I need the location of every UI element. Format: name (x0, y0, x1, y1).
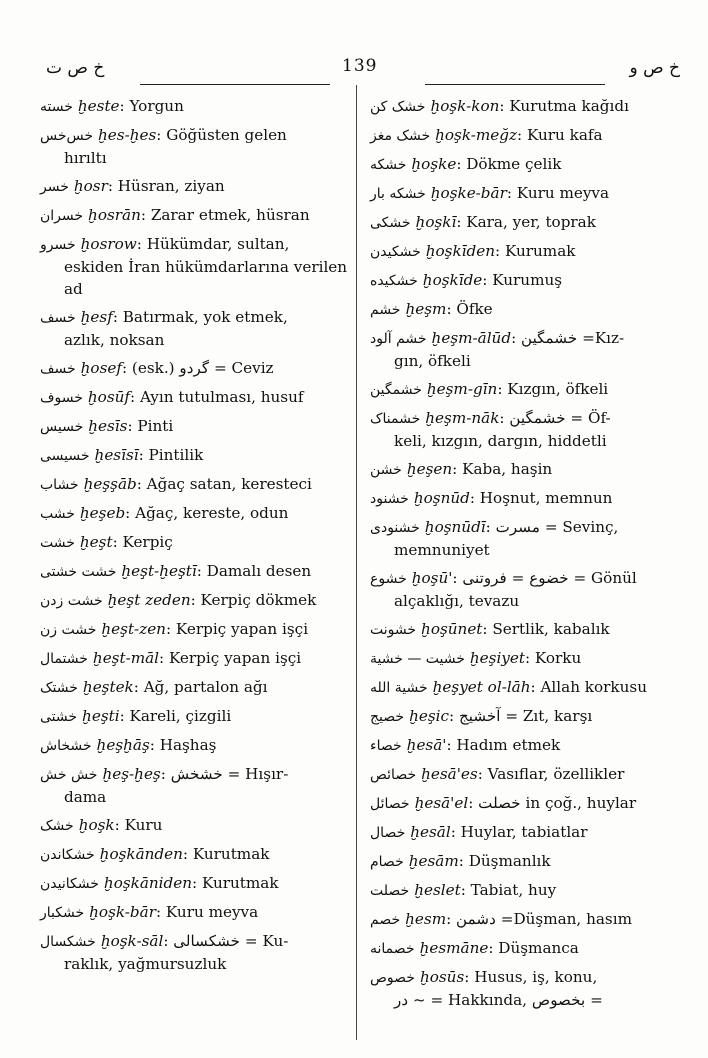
entry-first-line (370, 211, 680, 234)
entry-arabic-script: خشم آلود (370, 331, 427, 347)
entry-headword: ḫeşşāb (83, 475, 137, 493)
entry-headword: ḫesā' (406, 736, 447, 754)
entry-definition: : Hükümdar, sultan, (136, 235, 290, 253)
entry-definition: : Sertlik, kabalık (482, 620, 610, 638)
entry-headword: ḫeş-ḫeş (102, 765, 161, 783)
left-column (40, 95, 350, 981)
entry-first-line (370, 966, 680, 989)
entry-definition: : Kurutma kağıdı (499, 97, 629, 115)
entry-headword: ḫosūf (87, 388, 131, 406)
entry-first-line (370, 792, 680, 815)
dictionary-entry (370, 734, 680, 757)
entry-definition: : Hüsran, ziyan (107, 177, 225, 195)
entry-first-line (370, 378, 680, 401)
entry-headword: ḫeşiyet (469, 649, 525, 667)
entry-arabic-script: خشت خشتی (40, 564, 117, 580)
entry-headword: ḫoşkī (415, 213, 457, 231)
dictionary-entry (40, 560, 350, 583)
entry-definition: : مسرت = Sevinç, (485, 518, 619, 536)
entry-definition: : Kurumuş (482, 271, 563, 289)
entry-arabic-script: خشیة الله (370, 680, 428, 696)
entry-first-line (40, 386, 350, 409)
entry-arabic-script: خشکانیدن (40, 876, 99, 892)
entry-headword: ḫoşkīde (422, 271, 483, 289)
entry-headword: ḫeslet (414, 881, 461, 899)
entry-continuation: alçaklığı, tevazu (394, 592, 520, 610)
entry-definition: : Kaba, haşin (452, 460, 553, 478)
entry-definition: : Ayın tutulması, husuf (130, 388, 304, 406)
entry-definition: : Tabiat, huy (460, 881, 557, 899)
dictionary-entry (370, 211, 680, 234)
entry-first-line (40, 415, 350, 438)
dictionary-entry (40, 444, 350, 467)
entry-headword: ḫeste (77, 97, 120, 115)
entry-arabic-script: خصمانه (370, 941, 415, 957)
entry-arabic-script: خسف (40, 361, 76, 377)
entry-first-line (370, 821, 680, 844)
dictionary-entry (370, 327, 680, 372)
entry-definition: : Kuru meyva (506, 184, 610, 202)
dictionary-entry (370, 618, 680, 641)
dictionary-entry (370, 516, 680, 561)
dictionary-entry (40, 204, 350, 227)
entry-first-line (40, 734, 350, 757)
entry-first-line (40, 444, 350, 467)
entry-first-line (370, 182, 680, 205)
entry-definition: : Ağ, partalon ağı (133, 678, 268, 696)
entry-first-line (370, 124, 680, 147)
right-column (370, 95, 680, 1017)
entry-first-line (370, 908, 680, 931)
entry-definition: : خشخش = Hışır- (160, 765, 289, 783)
entry-first-line (40, 473, 350, 496)
entry-headword: ḫeşm (405, 300, 447, 318)
dictionary-entry (40, 233, 350, 300)
entry-continuation: dama (64, 788, 107, 806)
dictionary-entry (40, 589, 350, 612)
entry-headword: ḫeşt-ḫeştī (121, 562, 197, 580)
dictionary-entry (370, 124, 680, 147)
entry-arabic-script: خشیت — خشیة (370, 651, 465, 667)
entry-definition: : Göğüsten gelen (156, 126, 287, 144)
entry-headword: ḫoşnūd (413, 489, 470, 507)
entry-definition: : خصلت in çoğ., huylar (468, 794, 637, 812)
entry-definition: : خشمگین =Kız- (511, 329, 625, 347)
dictionary-entry (370, 153, 680, 176)
entry-definition: : دشمن =Düşman, hasım (446, 910, 632, 928)
entry-headword: ḫosef (80, 359, 122, 377)
entry-arabic-script: خش خش (40, 767, 98, 783)
entry-definition: : Kerpiç yapan işçi (165, 620, 309, 638)
entry-first-line (40, 589, 350, 612)
dictionary-entry (370, 966, 680, 1011)
entry-first-line (40, 124, 350, 147)
entry-headword: ḫeşen (406, 460, 453, 478)
entry-headword: ḫosrow (80, 235, 137, 253)
entry-headword: ḫeşḫāş (96, 736, 150, 754)
entry-definition: : Düşmanca (488, 939, 579, 957)
entry-headword: ḫesf (80, 308, 113, 326)
entry-arabic-script: خشکبار (40, 905, 85, 921)
page-header (30, 52, 680, 92)
entry-arabic-script: خسیس (40, 419, 84, 435)
dictionary-entry (40, 357, 350, 380)
entry-headword: ḫeşm-ālūd (431, 329, 512, 347)
entry-headword: ḫoşke (411, 155, 457, 173)
dictionary-entry (40, 618, 350, 641)
entry-continuation: keli, kızgın, dargın, hiddetli (394, 432, 607, 450)
entry-definition: : آخشیج = Zıt, karşı (449, 707, 593, 725)
entry-arabic-script: خشکیدن (370, 244, 421, 260)
entry-first-line (40, 843, 350, 866)
entry-arabic-script: خسیسی (40, 448, 90, 464)
entry-arabic-script: خسوف (40, 390, 83, 406)
entry-arabic-script: خشکیده (370, 273, 418, 289)
dictionary-entry (370, 182, 680, 205)
entry-arabic-script: خشتی (40, 709, 78, 725)
entry-arabic-script: خسته (40, 99, 73, 115)
entry-definition: : Kurumak (495, 242, 576, 260)
entry-first-line (370, 95, 680, 118)
entry-headword: ḫoşk (78, 816, 115, 834)
dictionary-entry (370, 407, 680, 452)
entry-arabic-script: خصم (370, 912, 401, 928)
dictionary-entry (40, 502, 350, 525)
entry-arabic-script: خصال (370, 825, 406, 841)
entry-headword: ḫesāl (410, 823, 451, 841)
entry-first-line (370, 269, 680, 292)
entry-definition: : Dökme çelik (456, 155, 562, 173)
entry-headword: ḫoşnūdī (424, 518, 486, 536)
entry-arabic-script: خشن (370, 462, 402, 478)
entry-first-line (370, 734, 680, 757)
entry-definition: : Hoşnut, memnun (469, 489, 613, 507)
entry-headword: ḫoşk-bār (89, 903, 156, 921)
entry-headword: ḫosr (73, 177, 108, 195)
entry-definition: : Hadım etmek (446, 736, 561, 754)
entry-first-line (40, 175, 350, 198)
entry-definition: : Damalı desen (196, 562, 312, 580)
entry-headword: ḫoşkāniden (103, 874, 193, 892)
entry-arabic-script: خشکی (370, 215, 411, 231)
dictionary-entry (40, 95, 350, 118)
entry-headword: ḫesā'es (421, 765, 478, 783)
entry-arabic-script: خشنود (370, 491, 409, 507)
entry-first-line (40, 705, 350, 728)
entry-headword: ḫesā'el (414, 794, 469, 812)
dictionary-entry (40, 306, 350, 351)
dictionary-entry (40, 386, 350, 409)
entry-arabic-script: خشکه بار (370, 186, 426, 202)
dictionary-entry (40, 124, 350, 169)
dictionary-entry (370, 567, 680, 612)
entry-definition: : خشکسالی = Ku- (163, 932, 289, 950)
entry-definition: : Öfke (446, 300, 493, 318)
dictionary-entry (40, 930, 350, 975)
entry-definition: : Huylar, tabiatlar (450, 823, 588, 841)
entry-first-line (370, 618, 680, 641)
entry-definition: : (esk.) گردو = Ceviz (121, 359, 274, 377)
entry-arabic-script: خصائص (370, 767, 417, 783)
entry-headword: ḫesmāne (419, 939, 489, 957)
dictionary-entry (370, 879, 680, 902)
entry-arabic-script: خشم (370, 302, 401, 318)
entry-arabic-script: خسران (40, 208, 84, 224)
entry-arabic-script: خشب (40, 506, 75, 522)
entry-first-line (40, 95, 350, 118)
entry-headword: ḫeşm-gīn (426, 380, 498, 398)
entry-headword: ḫesm (405, 910, 447, 928)
entry-headword: ḫeşt (79, 533, 113, 551)
entry-definition: : Kerpiç dökmek (190, 591, 317, 609)
entry-headword: ḫes-ḫes (98, 126, 157, 144)
entry-arabic-script: خشونت (370, 622, 417, 638)
dictionary-entry (370, 378, 680, 401)
entry-definition: : Kerpiç (112, 533, 173, 551)
entry-definition: : خشمگین = Öf- (499, 409, 611, 427)
entry-arabic-script: خشک کن (370, 99, 426, 115)
dictionary-entry (370, 487, 680, 510)
entry-arabic-script: خصوص (370, 970, 415, 986)
entry-arabic-script: خس‌خس (40, 128, 94, 144)
entry-arabic-script: خشاب (40, 477, 79, 493)
entry-definition: : Düşmanlık (458, 852, 551, 870)
dictionary-entry (370, 269, 680, 292)
entry-first-line (370, 153, 680, 176)
entry-definition: : خضوع = فروتنی = Gönül (452, 569, 637, 587)
entry-arabic-script: خشخاش (40, 738, 92, 754)
entry-arabic-script: خشت زدن (40, 593, 103, 609)
entry-arabic-script: خشتمال (40, 651, 88, 667)
dictionary-entry (370, 908, 680, 931)
entry-headword: ḫoşk-kon (430, 97, 500, 115)
entry-first-line (370, 937, 680, 960)
entry-arabic-script: خشک (40, 818, 74, 834)
dictionary-entry (370, 792, 680, 815)
entry-definition: : Yorgun (119, 97, 184, 115)
entry-definition: : Batırmak, yok etmek, (112, 308, 288, 326)
entry-continuation: eskiden İran hükümdarlarına verilen ad (64, 258, 348, 298)
entry-arabic-script: خشتک (40, 680, 78, 696)
entry-definition: : Pinti (127, 417, 174, 435)
page-number: 139 (342, 56, 378, 76)
entry-arabic-script: خصلت (370, 883, 410, 899)
entry-headword: ḫoşkānden (99, 845, 183, 863)
entry-definition: : Kurutmak (192, 874, 279, 892)
entry-definition: : Korku (524, 649, 582, 667)
entry-first-line (40, 647, 350, 670)
dictionary-entry (370, 240, 680, 263)
entry-arabic-script: خشت (40, 535, 75, 551)
entry-first-line (370, 647, 680, 670)
entry-first-line (40, 676, 350, 699)
entry-first-line (40, 618, 350, 641)
entry-headword: ḫeşic (409, 707, 449, 725)
dictionary-entry (40, 175, 350, 198)
dictionary-entry (40, 415, 350, 438)
entry-continuation: gın, öfkeli (394, 352, 471, 370)
entry-first-line (370, 240, 680, 263)
entry-continuation: azlık, noksan (64, 331, 165, 349)
entry-headword: ḫoşk-sāl (100, 932, 164, 950)
entry-first-line (40, 531, 350, 554)
entry-definition: : Vasıflar, özellikler (477, 765, 625, 783)
dictionary-entry (40, 734, 350, 757)
entry-arabic-script: خصاء (370, 738, 402, 754)
dictionary-entry (370, 458, 680, 481)
entry-definition: : Ağaç, kereste, odun (125, 504, 289, 522)
entry-definition: : Kuru (114, 816, 163, 834)
dictionary-entry (40, 473, 350, 496)
entry-arabic-script: خشکسال (40, 934, 96, 950)
dictionary-entry (370, 676, 680, 699)
dictionary-entry (370, 298, 680, 321)
entry-first-line (40, 930, 350, 953)
entry-first-line (40, 763, 350, 786)
entry-arabic-script: خشک مغز (370, 128, 431, 144)
entry-arabic-script: خسف (40, 310, 76, 326)
entry-first-line (370, 327, 680, 350)
dictionary-entry (40, 843, 350, 866)
entry-headword: ḫosūs (419, 968, 465, 986)
entry-first-line (370, 705, 680, 728)
entry-first-line (40, 872, 350, 895)
dictionary-entry (40, 531, 350, 554)
entry-definition: : Kuru meyva (155, 903, 259, 921)
entry-continuation: hırıltı (64, 149, 107, 167)
dictionary-entry (40, 872, 350, 895)
entry-continuation: raklık, yağmursuzluk (64, 955, 227, 973)
entry-first-line (370, 458, 680, 481)
entry-headword: ḫeşt zeden (107, 591, 191, 609)
entry-definition: : Kara, yer, toprak (456, 213, 596, 231)
dictionary-entry (370, 850, 680, 873)
entry-headword: ḫeşeb (79, 504, 126, 522)
header-left-letters: خ ص ت (46, 58, 105, 78)
entry-first-line (40, 306, 350, 329)
entry-first-line (370, 298, 680, 321)
entry-headword: ḫeşt-māl (92, 649, 160, 667)
dictionary-entry (370, 821, 680, 844)
entry-definition: : Husus, iş, konu, (464, 968, 598, 986)
entry-headword: ḫoşū' (411, 569, 453, 587)
entry-continuation: در ~ = Hakkında, بخصوص = (394, 991, 603, 1009)
entry-definition: : Kızgın, öfkeli (497, 380, 609, 398)
entry-definition: : Ağaç satan, keresteci (136, 475, 312, 493)
dictionary-entry (40, 676, 350, 699)
dictionary-entry (40, 705, 350, 728)
entry-arabic-script: خشکه (370, 157, 407, 173)
entry-first-line (370, 879, 680, 902)
dictionary-entry (370, 937, 680, 960)
entry-arabic-script: خسرو (40, 237, 76, 253)
entry-arabic-script: خشنودی (370, 520, 420, 536)
entry-headword: ḫeşt-zen (101, 620, 166, 638)
dictionary-entry (40, 901, 350, 924)
entry-arabic-script: خشکاندن (40, 847, 95, 863)
entry-continuation: memnuniyet (394, 541, 490, 559)
entry-headword: ḫoşk-meğz (435, 126, 518, 144)
entry-headword: ḫeşti (82, 707, 120, 725)
entry-first-line (370, 516, 680, 539)
entry-arabic-script: خصیج (370, 709, 405, 725)
entry-headword: ḫoşūnet (421, 620, 483, 638)
entry-arabic-script: خشت زن (40, 622, 97, 638)
dictionary-entry (370, 763, 680, 786)
entry-arabic-script: خصائل (370, 796, 410, 812)
dictionary-entry (370, 705, 680, 728)
entry-headword: ḫoşkīden (425, 242, 496, 260)
entry-first-line (370, 487, 680, 510)
entry-arabic-script: خشمگین (370, 382, 422, 398)
header-right-letters: خ ص و (629, 58, 680, 78)
entry-definition: : Kareli, çizgili (119, 707, 232, 725)
entry-first-line (40, 560, 350, 583)
entry-headword: ḫesīs (88, 417, 128, 435)
entry-first-line (370, 850, 680, 873)
entry-first-line (40, 357, 350, 380)
entry-headword: ḫesīsī (94, 446, 139, 464)
entry-headword: ḫeştek (82, 678, 134, 696)
entry-first-line (370, 676, 680, 699)
entry-arabic-script: خصام (370, 854, 404, 870)
entry-first-line (40, 204, 350, 227)
entry-arabic-script: خسر (40, 179, 69, 195)
entry-first-line (40, 502, 350, 525)
column-divider (356, 85, 357, 1040)
entry-first-line (40, 233, 350, 256)
entry-headword: ḫoşke-bār (430, 184, 507, 202)
entry-arabic-script: خشمناک (370, 411, 421, 427)
entry-headword: ḫeşyet ol-lāh (432, 678, 531, 696)
entry-arabic-script: خشوع (370, 571, 407, 587)
entry-definition: : Zarar etmek, hüsran (140, 206, 310, 224)
entry-headword: ḫesām (408, 852, 459, 870)
entry-definition: : Kurutmak (182, 845, 270, 863)
entry-definition: : Kerpiç yapan işçi (159, 649, 302, 667)
dictionary-entry (370, 95, 680, 118)
entry-definition: : Allah korkusu (530, 678, 647, 696)
entry-first-line (40, 814, 350, 837)
entry-headword: ḫosrān (88, 206, 141, 224)
header-rule-left (140, 84, 330, 85)
dictionary-entry (40, 763, 350, 808)
entry-definition: : Pintilik (138, 446, 204, 464)
dictionary-entry (40, 647, 350, 670)
header-rule-right (425, 84, 605, 85)
entry-definition: : Haşhaş (149, 736, 217, 754)
entry-first-line (40, 901, 350, 924)
dictionary-entry (370, 647, 680, 670)
entry-first-line (370, 567, 680, 590)
entry-first-line (370, 407, 680, 430)
entry-first-line (370, 763, 680, 786)
entry-headword: ḫeşm-nāk (425, 409, 500, 427)
dictionary-entry (40, 814, 350, 837)
entry-definition: : Kuru kafa (517, 126, 603, 144)
